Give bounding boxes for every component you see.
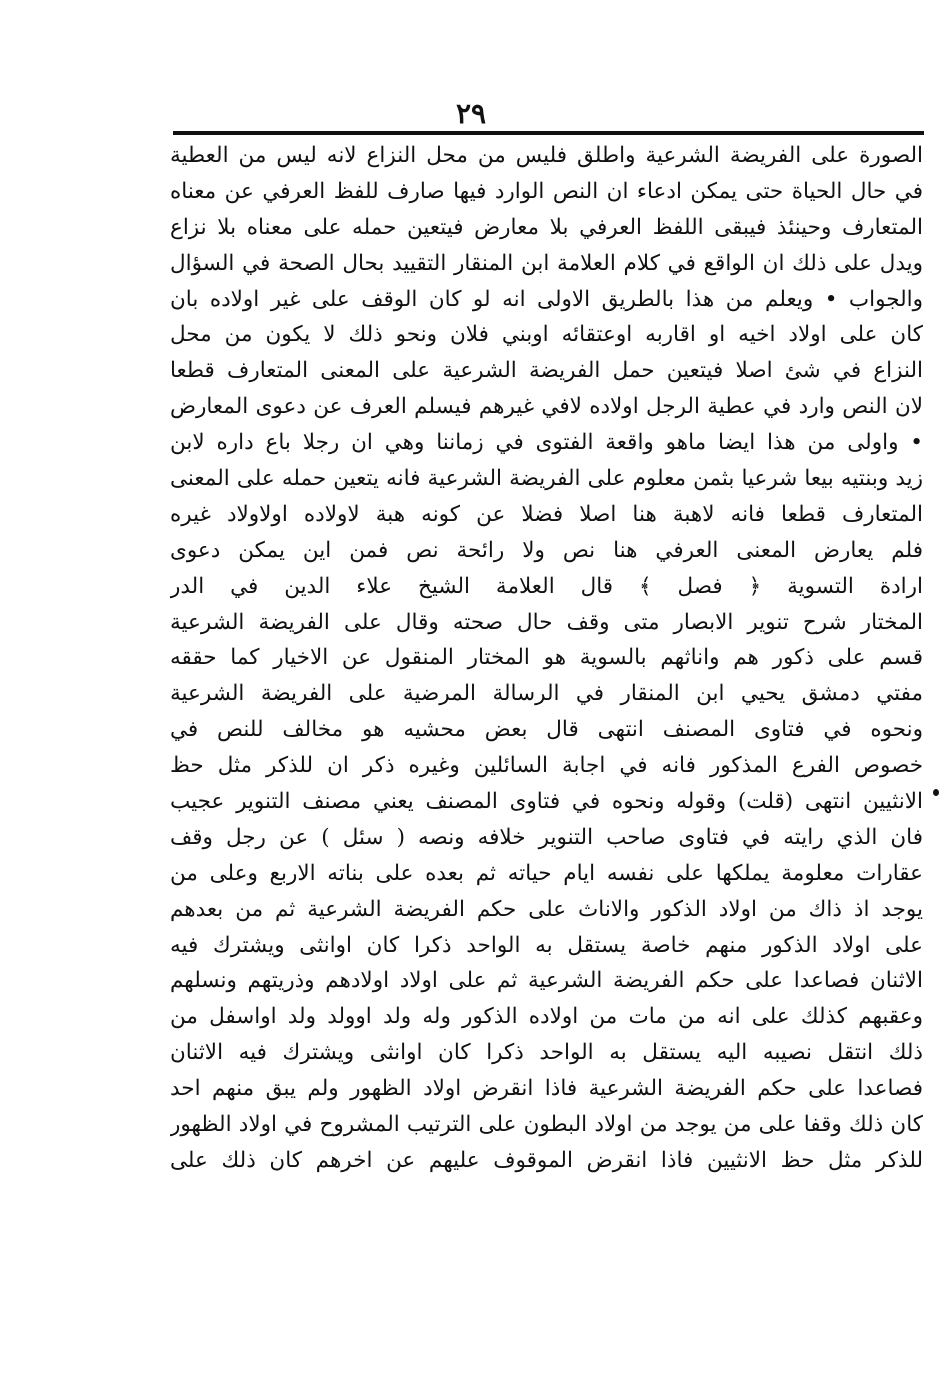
text-line: مفتي دمشق يحيي ابن المنقار في الرسالة المرضية على الفريضة الشرعية <box>170 681 923 707</box>
text-line: خصوص الفرع المذكور فانه في اجابة السائلين وغيره ذكر ان للذكر مثل حظ <box>170 753 923 779</box>
text-line: الاثنان فصاعدا على حكم الفريضة الشرعية ثم على اولاد اولادهم وذريتهم ونسلهم <box>170 968 923 994</box>
text-line: فلم يعارض المعنى العرفي هنا نص ولا رائحة نص فمن اين يمكن دعوى <box>170 537 923 563</box>
text-line: النزاع في شئ اصلا فيتعين حمل الفريضة الشرعية على المعنى المتعارف قطعا <box>170 358 923 384</box>
text-line: المتعارف وحينئذ فيبقى اللفظ العرفي بلا معارض فيتعين حمله على معناه بلا نزاع <box>170 214 923 240</box>
text-line: في حال الحياة حتى يمكن ادعاء ان النص الوارد فيها صارف للفظ العرفي عن معناه <box>170 178 923 204</box>
text-line: المختار شرح تنوير الابصار متى وقف حال صحته وقال على الفريضة الشرعية <box>170 609 923 635</box>
text-line: ويدل على ذلك ان الواقع في كلام العلامة ابن المنقار التقييد بحال الصحة في السؤال <box>170 250 923 276</box>
text-line: لان النص وارد في عطية الرجل اولاده لافي غيرهم فيسلم العرف عن دعوى المعارض <box>170 394 923 420</box>
text-line: الانثيين انتهى (قلت) وقوله ونحوه في فتاوى المصنف يعني مصنف التنوير عجيب <box>170 789 923 815</box>
text-line: على اولاد الذكور منهم خاصة يستقل به الواحد ذكرا كان اوانثى ويشترك فيه <box>170 932 923 958</box>
text-line: المتعارف قطعا فانه لاهبة هنا اصلا فضلا عن كونه هبة لاولاده اولاولاد غيره <box>170 501 923 527</box>
text-line: عقارات معلومة يملكها على نفسه ايام حياته ثم بعده على بناته الاربع وعلى من <box>170 860 923 886</box>
text-line: زيد وبنتيه بيعا شرعيا بثمن معلوم على الفريضة الشرعية فانه يتعين حمله على المعنى <box>170 466 923 492</box>
margin-ink-dot <box>933 789 939 796</box>
text-line: كان على اولاد اخيه او اقاربه اوعتقائه اوبني فلان ونحو ذلك لا يكون من محل <box>170 322 923 348</box>
text-line: فصاعدا على حكم الفريضة الشرعية فاذا انقرض اولاد الظهور ولم يبق منهم احد <box>170 1076 923 1102</box>
text-line: وعقبهم كذلك على انه من مات من اولاده الذكور وله ولد اوولد ولد اواسفل من <box>170 1004 923 1030</box>
page-number: ٢٩ <box>455 97 487 130</box>
text-line: ‌• واولى من هذا ايضا ماهو واقعة الفتوى في زماننا وهي ان رجلا باع داره لابن <box>170 430 923 456</box>
text-line: الصورة على الفريضة الشرعية واطلق فليس من محل النزاع لانه ليس من العطية <box>170 143 923 168</box>
text-line: قسم على ذكور هم واناثهم بالسوية هو المختار المنقول عن الاخيار كما حققه <box>170 645 923 671</box>
text-line: ذلك انتقل نصيبه اليه يستقل به الواحد ذكرا كان اوانثى ويشترك فيه الاثنان <box>170 1040 923 1066</box>
text-line: ونحوه في فتاوى المصنف انتهى قال بعض محشيه هو مخالف للنص في <box>170 717 923 743</box>
text-line: كان ذلك وقفا على من يوجد من اولاد البطون على الترتيب المشروح في اولاد الظهور <box>170 1112 923 1138</box>
text-line: للذكر مثل حظ الانثيين فاذا انقرض الموقوف عليهم عن اخرهم كان ذلك على <box>170 1147 923 1173</box>
header-rule <box>173 131 924 135</box>
text-line: والجواب ‌• ويعلم من هذا بالطريق الاولى انه لو كان الوقف على غير اولاده بان <box>170 286 923 312</box>
page-body <box>170 138 923 1179</box>
text-line: يوجد اذ ذاك من اولاد الذكور والاناث على حكم الفريضة الشرعية ثم من بعدهم <box>170 896 923 922</box>
text-line: فان الذي رايته في فتاوى صاحب التنوير خلافه ونصه ( سئل ) عن رجل وقف <box>170 824 923 850</box>
text-line: ارادة التسوية ﴿ فصل ﴾ قال العلامة الشيخ علاء الدين في الدر <box>170 573 923 599</box>
